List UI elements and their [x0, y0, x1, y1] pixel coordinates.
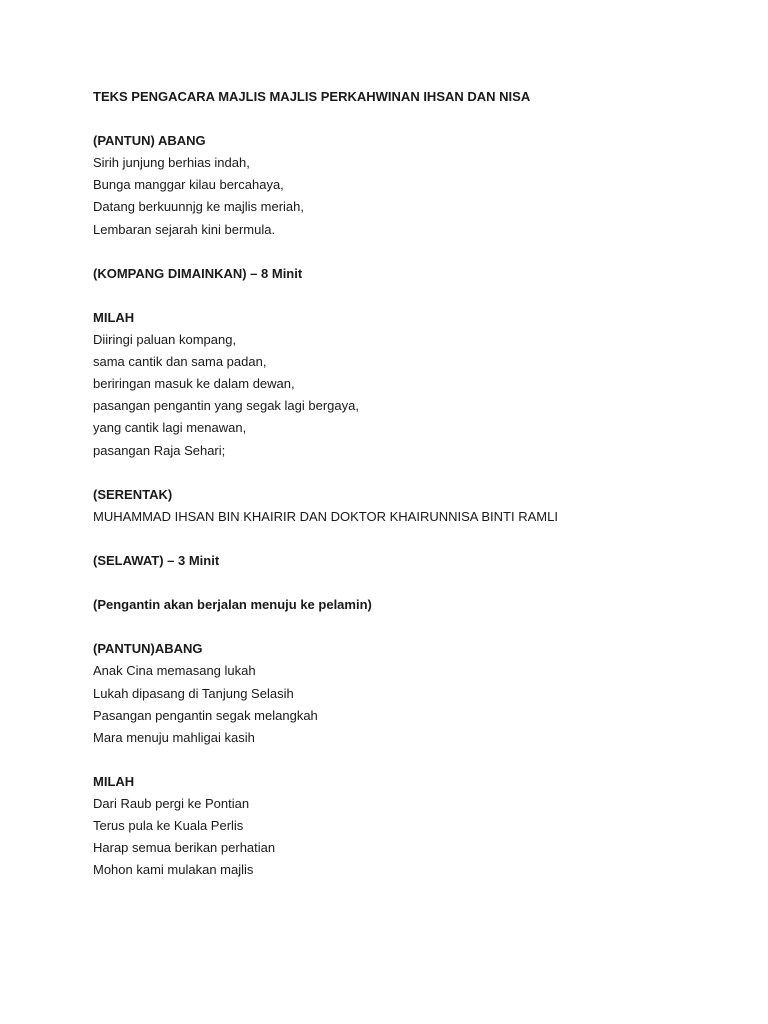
section-selawat — [93, 550, 733, 572]
spacer — [93, 462, 733, 484]
spacer — [93, 749, 733, 771]
document-title: TEKS PENGACARA MAJLIS MAJLIS PERKAHWINAN IHSAN DAN NISA — [93, 89, 531, 104]
verse-line: Pasangan pengantin segak melangkah — [93, 707, 318, 723]
spacer — [93, 616, 733, 638]
verse-line: Mara menuju mahligai kasih — [93, 729, 255, 745]
verse-line: Lukah dipasang di Tanjung Selasih — [93, 685, 294, 701]
section-heading: (PANTUN) ABANG — [93, 133, 206, 149]
spacer — [93, 108, 733, 130]
section-pengantin — [93, 594, 733, 616]
verse-line: Lembaran sejarah kini bermula. — [93, 221, 276, 237]
verse-line: Bunga manggar kilau bercahaya, — [93, 177, 284, 193]
section-pantun-abang-1 — [93, 130, 733, 240]
verse-line: beriringan masuk ke dalam dewan, — [93, 376, 295, 392]
verse-line: pasangan pengantin yang segak lagi bergaya, — [93, 398, 359, 414]
verse-line: Datang berkuunnjg ke majlis meriah, — [93, 199, 304, 215]
verse-line: yang cantik lagi menawan, — [93, 420, 247, 436]
section-heading: (PANTUN)ABANG — [93, 641, 203, 657]
verse-line: sama cantik dan sama padan, — [93, 354, 267, 370]
section-heading: MILAH — [93, 773, 135, 789]
verse-line: Sirih junjung berhias indah, — [93, 155, 250, 171]
section-milah-2 — [93, 771, 733, 881]
verse-line: pasangan Raja Sehari; — [93, 442, 226, 458]
section-heading: (SELAWAT) – 3 Minit — [93, 552, 220, 568]
section-heading: (KOMPANG DIMAINKAN) – 8 Minit — [93, 265, 303, 281]
spacer — [93, 285, 733, 307]
section-heading: MILAH — [93, 309, 135, 325]
verse-line: Harap semua berikan perhatian — [93, 840, 276, 856]
verse-line: MUHAMMAD IHSAN BIN KHAIRIR DAN DOKTOR KHAIRUNNISA BINTI RAMLI — [93, 508, 558, 524]
spacer — [93, 572, 733, 594]
section-serentak — [93, 484, 733, 528]
section-milah-1 — [93, 307, 733, 462]
verse-line: Terus pula ke Kuala Perlis — [93, 818, 244, 834]
section-heading: (Pengantin akan berjalan menuju ke pelamin) — [93, 597, 372, 613]
verse-line: Anak Cina memasang lukah — [93, 663, 256, 679]
spacer — [93, 528, 733, 550]
section-heading: (SERENTAK) — [93, 486, 173, 502]
section-pantun-abang-2 — [93, 638, 733, 748]
verse-line: Dari Raub pergi ke Pontian — [93, 796, 250, 811]
spacer — [93, 241, 733, 263]
section-kompang — [93, 263, 733, 285]
document-body — [93, 86, 733, 881]
verse-line: Mohon kami mulakan majlis — [93, 862, 254, 878]
verse-line: Diiringi paluan kompang, — [93, 332, 237, 348]
